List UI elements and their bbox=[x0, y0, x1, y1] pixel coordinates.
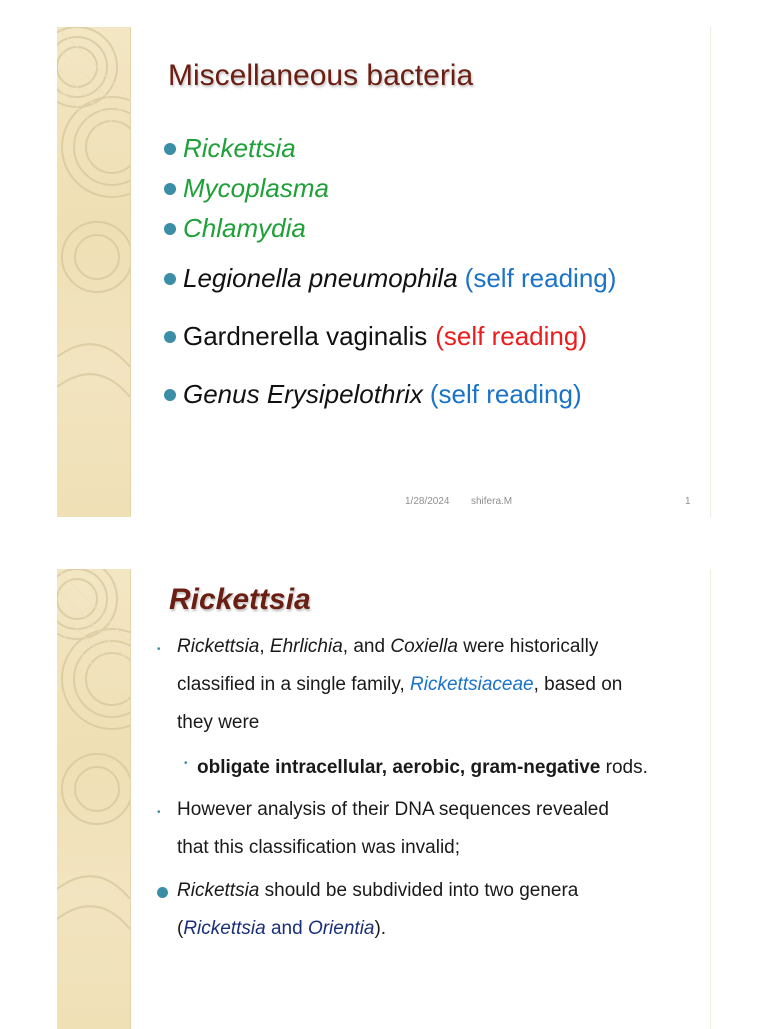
text-span: Ehrlichia bbox=[269, 636, 343, 657]
sub-bullet-marker-icon: • bbox=[184, 758, 188, 769]
decorative-swirl-graphic bbox=[57, 569, 130, 1029]
bullet-item bbox=[164, 173, 329, 204]
slide-title: Rickettsia bbox=[169, 583, 311, 616]
self-reading-note: (self reading) bbox=[464, 263, 617, 293]
bullet-dot-icon bbox=[164, 183, 176, 195]
bullet-marker-icon: • bbox=[157, 644, 161, 655]
slide-1 bbox=[57, 27, 711, 517]
footer-author: shifera.M bbox=[471, 496, 513, 507]
bullet-dot-icon bbox=[164, 389, 176, 401]
text-span: rods. bbox=[600, 757, 648, 778]
text-span: Rickettsia bbox=[177, 880, 260, 901]
decorative-side-strip bbox=[57, 569, 131, 1029]
footer-page-number: 1 bbox=[685, 496, 691, 507]
bullet-dot-icon bbox=[164, 331, 176, 343]
bullet-text: Genus Erysipelothrix bbox=[183, 379, 423, 409]
text-span: Rickettsia bbox=[177, 636, 260, 657]
footer-date: 1/28/2024 bbox=[405, 496, 450, 507]
text-span: , bbox=[259, 636, 270, 657]
family-name: Rickettsiaceae bbox=[410, 674, 534, 695]
text-span: that this classification was invalid; bbox=[177, 837, 461, 858]
decorative-swirl-graphic bbox=[57, 27, 130, 517]
text-span: obligate intracellular, aerobic, gram-negative bbox=[197, 757, 601, 778]
bullet-marker-icon: • bbox=[157, 807, 161, 818]
bullet-item bbox=[164, 379, 582, 410]
bullet-item bbox=[164, 321, 587, 352]
bullet-text: Rickettsia bbox=[183, 133, 296, 163]
bullet-item bbox=[164, 263, 616, 294]
slide-2 bbox=[57, 569, 711, 1029]
self-reading-note: (self reading) bbox=[429, 379, 582, 409]
slide-title: Miscellaneous bacteria bbox=[168, 59, 474, 92]
slide-edge bbox=[710, 27, 711, 517]
slide-edge bbox=[710, 569, 711, 1029]
bullet-dot-icon bbox=[164, 143, 176, 155]
paragraph-2 bbox=[177, 791, 697, 867]
text-span: they were bbox=[177, 712, 260, 733]
text-span: were historically bbox=[457, 636, 599, 657]
bullet-text: Legionella pneumophila bbox=[183, 263, 458, 293]
paragraph-3 bbox=[177, 872, 697, 948]
bullet-item bbox=[164, 213, 306, 244]
sub-bullet bbox=[197, 749, 711, 787]
bullet-text: Gardnerella vaginalis bbox=[183, 321, 428, 351]
bullet-text: Mycoplasma bbox=[183, 173, 329, 203]
bullet-dot-icon bbox=[164, 223, 176, 235]
bullet-text: Chlamydia bbox=[183, 213, 306, 243]
text-span: Coxiella bbox=[390, 636, 458, 657]
text-span: However analysis of their DNA sequences revealed bbox=[177, 799, 609, 820]
bullet-dot-icon bbox=[157, 887, 168, 898]
self-reading-note: (self reading) bbox=[435, 321, 587, 351]
text-span: , based on bbox=[533, 674, 623, 695]
text-span: , and bbox=[342, 636, 391, 657]
decorative-side-strip bbox=[57, 27, 131, 517]
genus-name: Rickettsia bbox=[183, 918, 266, 939]
text-span: and bbox=[265, 918, 308, 939]
text-span: ). bbox=[374, 918, 387, 939]
bullet-dot-icon bbox=[164, 273, 176, 285]
text-span: ( bbox=[177, 918, 184, 939]
text-span: classified in a single family, bbox=[177, 674, 411, 695]
text-span: should be subdivided into two genera bbox=[259, 880, 579, 901]
bullet-item bbox=[164, 133, 296, 164]
genus-name: Orientia bbox=[307, 918, 375, 939]
paragraph-1 bbox=[177, 628, 697, 742]
